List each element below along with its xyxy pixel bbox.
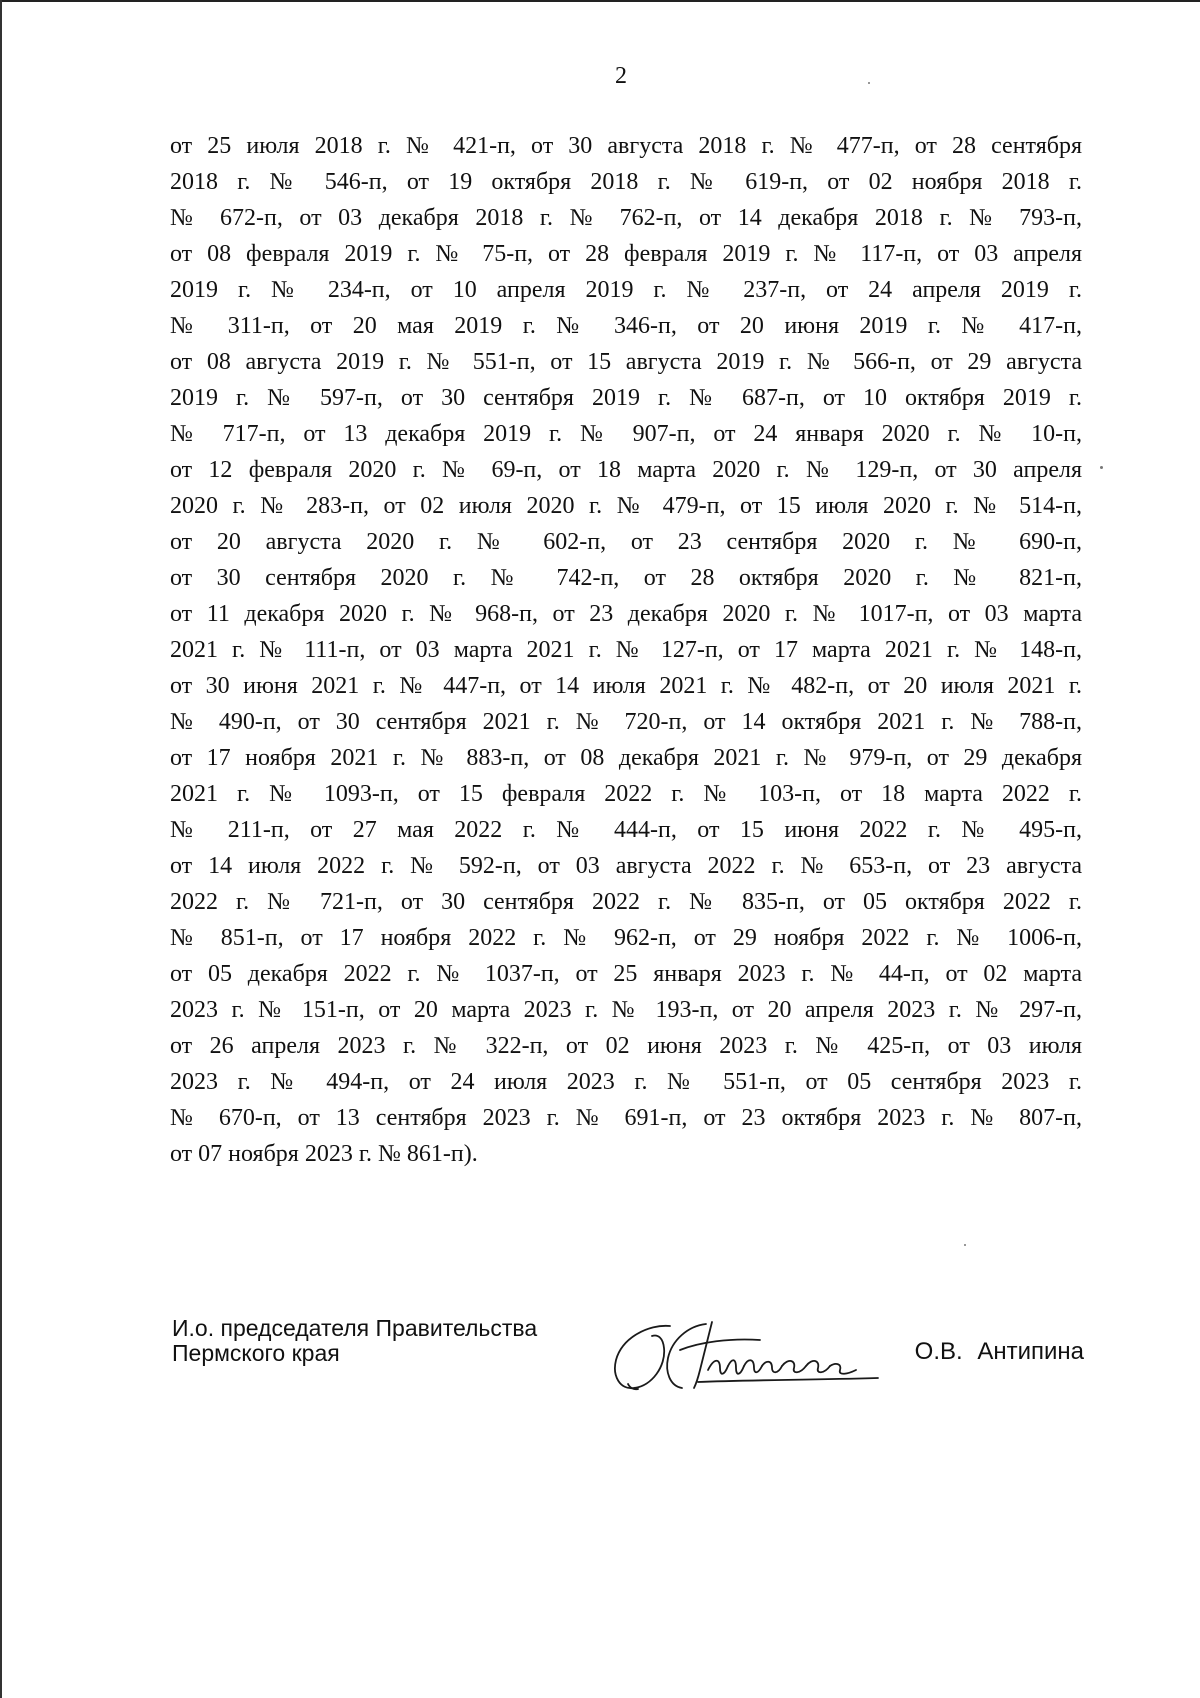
body-line: от 12 февраля 2020 г. № 69-п, от 18 марта 2020 г. № 129-п, от 30 апреля <box>170 457 1082 483</box>
scan-speck <box>868 82 870 84</box>
scan-edge-left <box>0 0 2 1698</box>
body-line: от 08 февраля 2019 г. № 75-п, от 28 февраля 2019 г. № 117-п, от 03 апреля <box>170 241 1082 267</box>
page-number: 2 <box>615 63 627 89</box>
body-line: от 25 июля 2018 г. № 421-п, от 30 августа 2018 г. № 477-п, от 28 сентября <box>170 133 1082 159</box>
body-line: от 11 декабря 2020 г. № 968-п, от 23 декабря 2020 г. № 1017-п, от 03 марта <box>170 601 1082 627</box>
scan-speck <box>964 1244 966 1246</box>
body-line: № 717-п, от 13 декабря 2019 г. № 907-п, от 24 января 2020 г. № 10-п, <box>170 421 1082 447</box>
body-line: 2019 г. № 234-п, от 10 апреля 2019 г. № 237-п, от 24 апреля 2019 г. <box>170 277 1082 303</box>
body-line: 2018 г. № 546-п, от 19 октября 2018 г. № 619-п, от 02 ноября 2018 г. <box>170 169 1082 195</box>
signer-title-line: И.о. председателя Правительства <box>172 1315 538 1341</box>
body-line: 2019 г. № 597-п, от 30 сентября 2019 г. № 687-п, от 10 октября 2019 г. <box>170 385 1082 411</box>
body-line: от 20 августа 2020 г. № 602-п, от 23 сентября 2020 г. № 690-п, <box>170 529 1082 555</box>
body-line: 2021 г. № 1093-п, от 15 февраля 2022 г. № 103-п, от 18 марта 2022 г. <box>170 781 1082 807</box>
body-line: 2022 г. № 721-п, от 30 сентября 2022 г. № 835-п, от 05 октября 2022 г. <box>170 889 1082 915</box>
body-line: № 211-п, от 27 мая 2022 г. № 444-п, от 15 июня 2022 г. № 495-п, <box>170 817 1082 843</box>
body-line: от 05 декабря 2022 г. № 1037-п, от 25 января 2023 г. № 44-п, от 02 марта <box>170 961 1082 987</box>
signer-name: О.В. Антипина <box>914 1338 1084 1365</box>
document-body <box>170 128 1082 1172</box>
body-line: 2023 г. № 151-п, от 20 марта 2023 г. № 193-п, от 20 апреля 2023 г. № 297-п, <box>170 997 1082 1023</box>
body-line: 2023 г. № 494-п, от 24 июля 2023 г. № 551-п, от 05 сентября 2023 г. <box>170 1069 1082 1095</box>
body-line: от 08 августа 2019 г. № 551-п, от 15 августа 2019 г. № 566-п, от 29 августа <box>170 349 1082 375</box>
body-line: № 311-п, от 20 мая 2019 г. № 346-п, от 20 июня 2019 г. № 417-п, <box>170 313 1082 339</box>
body-line: от 30 сентября 2020 г. № 742-п, от 28 октября 2020 г. № 821-п, <box>170 565 1082 591</box>
body-line: № 851-п, от 17 ноября 2022 г. № 962-п, от 29 ноября 2022 г. № 1006-п, <box>170 925 1082 951</box>
body-line: от 17 ноября 2021 г. № 883-п, от 08 декабря 2021 г. № 979-п, от 29 декабря <box>170 745 1082 771</box>
scan-edge-top <box>0 0 1200 2</box>
body-line: № 670-п, от 13 сентября 2023 г. № 691-п, от 23 октября 2023 г. № 807-п, <box>170 1105 1082 1131</box>
signer-title-line: Пермского края <box>172 1340 340 1366</box>
body-line: № 672-п, от 03 декабря 2018 г. № 762-п, от 14 декабря 2018 г. № 793-п, <box>170 205 1082 231</box>
body-line: 2021 г. № 111-п, от 03 марта 2021 г. № 127-п, от 17 марта 2021 г. № 148-п, <box>170 637 1082 663</box>
handwritten-signature-icon <box>608 1318 888 1396</box>
body-line: от 26 апреля 2023 г. № 322-п, от 02 июня 2023 г. № 425-п, от 03 июля <box>170 1033 1082 1059</box>
body-line-last: от 07 ноября 2023 г. № 861-п). <box>170 1141 478 1167</box>
scan-speck <box>1100 466 1103 469</box>
body-line: 2020 г. № 283-п, от 02 июля 2020 г. № 479-п, от 15 июля 2020 г. № 514-п, <box>170 493 1082 519</box>
signature-block <box>172 1316 1084 1406</box>
body-line: от 30 июня 2021 г. № 447-п, от 14 июля 2021 г. № 482-п, от 20 июля 2021 г. <box>170 673 1082 699</box>
signer-title <box>172 1316 537 1366</box>
body-line: № 490-п, от 30 сентября 2021 г. № 720-п, от 14 октября 2021 г. № 788-п, <box>170 709 1082 735</box>
body-line: от 14 июля 2022 г. № 592-п, от 03 августа 2022 г. № 653-п, от 23 августа <box>170 853 1082 879</box>
